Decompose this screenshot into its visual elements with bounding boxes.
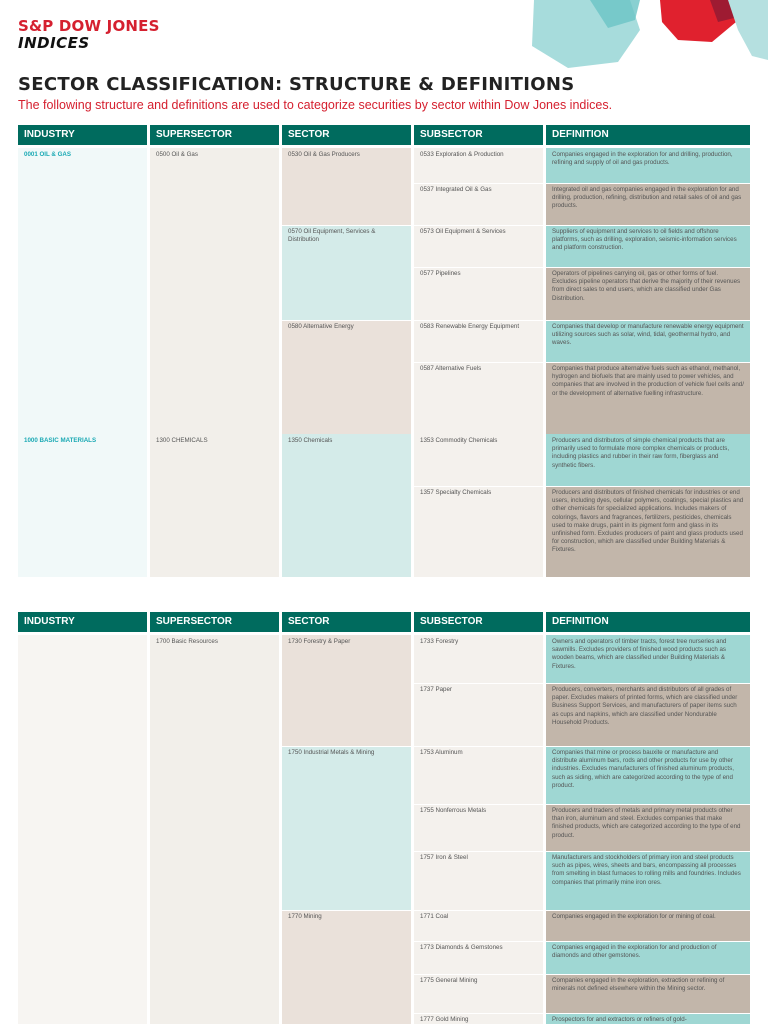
decorative-shapes (490, 0, 768, 70)
definition-cell: Producers, converters, merchants and distributors of all grades of paper. Excludes makers of printed forms, which are classified under Business Support Services, and manufacturers of paper items such as cups and napkins, which are classified under Nondurable Household Products. (546, 683, 750, 746)
row-divider (414, 941, 750, 942)
subsector-cell (414, 225, 543, 267)
header-supersector: SUPERSECTOR (150, 612, 279, 632)
definition-cell: Companies engaged in the exploration for or mining of coal. (546, 910, 750, 941)
definition-cell: Producers and distributors of finished chemicals for industries or end users, including dyes, cellular polymers, coatings, special plastics and other chemicals for specialized applications. Includes makers of colorings, flavors and fragrances, fertilizers, pesticides, chemicals used to make drugs, paint in its pigment form and glass in its unfinished form. Excludes producers of paint and glass products used for construction, which are classified under Building Materials & Fixtures. (546, 486, 750, 577)
row-divider (414, 1013, 750, 1014)
subsector-label: 0583 Renewable Energy Equipment (420, 323, 520, 330)
industry-cell (18, 635, 147, 1024)
header-sector: SECTOR (282, 612, 411, 632)
definition-cell: Suppliers of equipment and services to oil fields and offshore platforms, such as drilling, exploration, seismic-information services and platform construction. (546, 225, 750, 267)
supersector-label: 1300 CHEMICALS (156, 437, 208, 444)
subsector-cell (414, 486, 543, 577)
row-divider (414, 804, 750, 805)
industry-cell (18, 148, 147, 434)
supersector-cell (150, 148, 279, 434)
industry-cell (18, 434, 147, 577)
definition-cell: Manufacturers and stockholders of primary iron and steel products such as pipes, wires, sheets and bars, encompassing all processes from smelting in blast furnaces to rolling mills and foundries. Includes companies that primarily mine iron ores. (546, 851, 750, 910)
row-divider (414, 183, 750, 184)
definition-cell: Prospectors for and extractors or refiners of gold- (546, 1013, 750, 1024)
sector-label: 1750 Industrial Metals & Mining (288, 749, 375, 756)
header-sector: SECTOR (282, 125, 411, 145)
sector-cell (282, 635, 411, 746)
deco-shape-right-teal (728, 0, 768, 60)
subsector-label: 0587 Alternative Fuels (420, 365, 482, 372)
logo-line1: S&P DOW JONES (18, 17, 160, 35)
subsector-label: 1733 Forestry (420, 638, 459, 645)
row-divider (414, 851, 750, 852)
sector-cell (282, 746, 411, 910)
subsector-label: 0573 Oil Equipment & Services (420, 228, 506, 235)
row-divider (414, 974, 750, 975)
subsector-cell (414, 910, 543, 941)
sector-label: 0580 Alternative Energy (288, 323, 354, 330)
row-divider (414, 362, 750, 363)
row-divider (414, 267, 750, 268)
subsector-cell (414, 974, 543, 1013)
subsector-cell (414, 267, 543, 320)
header-definition: DEFINITION (546, 125, 750, 145)
subsector-cell (414, 148, 543, 183)
subsector-cell (414, 434, 543, 486)
subsector-label: 1777 Gold Mining (420, 1016, 469, 1023)
definition-cell: Companies that produce alternative fuels such as ethanol, methanol, hydrogen and biofuels that are mainly used to power vehicles, and companies that are involved in the production of vehicle fuel cells and/ or the development of alternative fuelling infrastructure. (546, 362, 750, 434)
sector-cell (282, 320, 411, 434)
subsector-cell (414, 362, 543, 434)
definition-cell: Companies that mine or process bauxite or manufacture and distribute aluminum bars, rods and other products for use by other industries. Excludes manufacturers of finished aluminum products, such as siding, which are categorized according to the type of end product. (546, 746, 750, 804)
subsector-label: 1357 Specialty Chemicals (420, 489, 492, 496)
classification-table-2 (18, 612, 750, 1024)
definition-cell: Producers and traders of metals and primary metal products other than iron, aluminum and steel. Excludes companies that make finished products, which are categorized according to the type of end product. (546, 804, 750, 851)
sector-label: 1730 Forestry & Paper (288, 638, 351, 645)
header-subsector: SUBSECTOR (414, 125, 543, 145)
page-subtitle: The following structure and definitions are used to categorize securities by sector within Dow Jones indices. (18, 98, 613, 112)
subsector-label: 1755 Nonferrous Metals (420, 807, 487, 814)
page-title: SECTOR CLASSIFICATION: STRUCTURE & DEFINITIONS (18, 74, 575, 95)
subsector-label: 1775 General Mining (420, 977, 478, 984)
classification-table-1 (18, 125, 750, 577)
subsector-label: 1757 Iron & Steel (420, 854, 468, 861)
subsector-label: 0533 Exploration & Production (420, 151, 504, 158)
subsector-cell (414, 320, 543, 362)
industry-label: 1000 BASIC MATERIALS (24, 437, 97, 444)
definition-cell: Producers and distributors of simple chemical products that are primarily used to formulate more complex chemicals or products, including plastics and rubber in their raw form, fiberglass and synthetic fibers. (546, 434, 750, 486)
definition-cell: Companies engaged in the exploration, extraction or refining of minerals not defined elsewhere within the Mining sector. (546, 974, 750, 1013)
subsector-cell (414, 804, 543, 851)
header-industry: INDUSTRY (18, 612, 147, 632)
subsector-cell (414, 635, 543, 683)
header-supersector: SUPERSECTOR (150, 125, 279, 145)
subsector-label: 0537 Integrated Oil & Gas (420, 186, 492, 193)
definition-cell: Integrated oil and gas companies engaged in the exploration for and drilling, production, refining, distribution and retail sales of oil and gas products. (546, 183, 750, 225)
definition-cell: Operators of pipelines carrying oil, gas or other forms of fuel. Excludes pipeline operators that derive the majority of their revenues from direct sales to end users, which are classified under Gas Distribution. (546, 267, 750, 320)
header-industry: INDUSTRY (18, 125, 147, 145)
subsector-cell (414, 746, 543, 804)
definition-cell: Owners and operators of timber tracts, forest tree nurseries and sawmills. Excludes providers of finished wood products such as wooden beams, which are classified under Building Materials & Fixtures. (546, 635, 750, 683)
subsector-label: 1353 Commodity Chemicals (420, 437, 498, 444)
sector-label: 0530 Oil & Gas Producers (288, 151, 360, 158)
sector-cell (282, 434, 411, 577)
sector-cell (282, 225, 411, 320)
subsector-cell (414, 851, 543, 910)
logo (18, 19, 160, 51)
subsector-label: 1771 Coal (420, 913, 449, 920)
subsector-label: 1737 Paper (420, 686, 452, 693)
sector-label: 1350 Chemicals (288, 437, 333, 444)
supersector-cell (150, 434, 279, 577)
subsector-label: 0577 Pipelines (420, 270, 461, 277)
row-divider (282, 225, 750, 226)
header-definition: DEFINITION (546, 612, 750, 632)
supersector-label: 0500 Oil & Gas (156, 151, 198, 158)
row-divider (414, 486, 750, 487)
subsector-cell (414, 183, 543, 225)
industry-label: 0001 OIL & GAS (24, 151, 71, 158)
sector-cell (282, 148, 411, 225)
subsector-cell (414, 1013, 543, 1024)
subsector-cell (414, 683, 543, 746)
supersector-label: 1700 Basic Resources (156, 638, 218, 645)
definition-cell: Companies engaged in the exploration for and drilling, production, refining and supply of oil and gas products. (546, 148, 750, 183)
row-divider (282, 320, 750, 321)
sector-label: 0570 Oil Equipment, Services & Distribution (288, 228, 376, 244)
definition-cell: Companies engaged in the exploration for and production of diamonds and other gemstones. (546, 941, 750, 974)
header-subsector: SUBSECTOR (414, 612, 543, 632)
subsector-label: 1753 Aluminum (420, 749, 463, 756)
row-divider (282, 910, 750, 911)
subsector-cell (414, 941, 543, 974)
row-divider (282, 746, 750, 747)
sector-label: 1770 Mining (288, 913, 322, 920)
subsector-label: 1773 Diamonds & Gemstones (420, 944, 503, 951)
supersector-cell (150, 635, 279, 1024)
logo-line2: INDICES (18, 34, 90, 52)
row-divider (414, 683, 750, 684)
sector-cell (282, 910, 411, 1024)
definition-cell: Companies that develop or manufacture renewable energy equipment utilizing sources such as solar, wind, tidal, geothermal hydro, and waves. (546, 320, 750, 362)
